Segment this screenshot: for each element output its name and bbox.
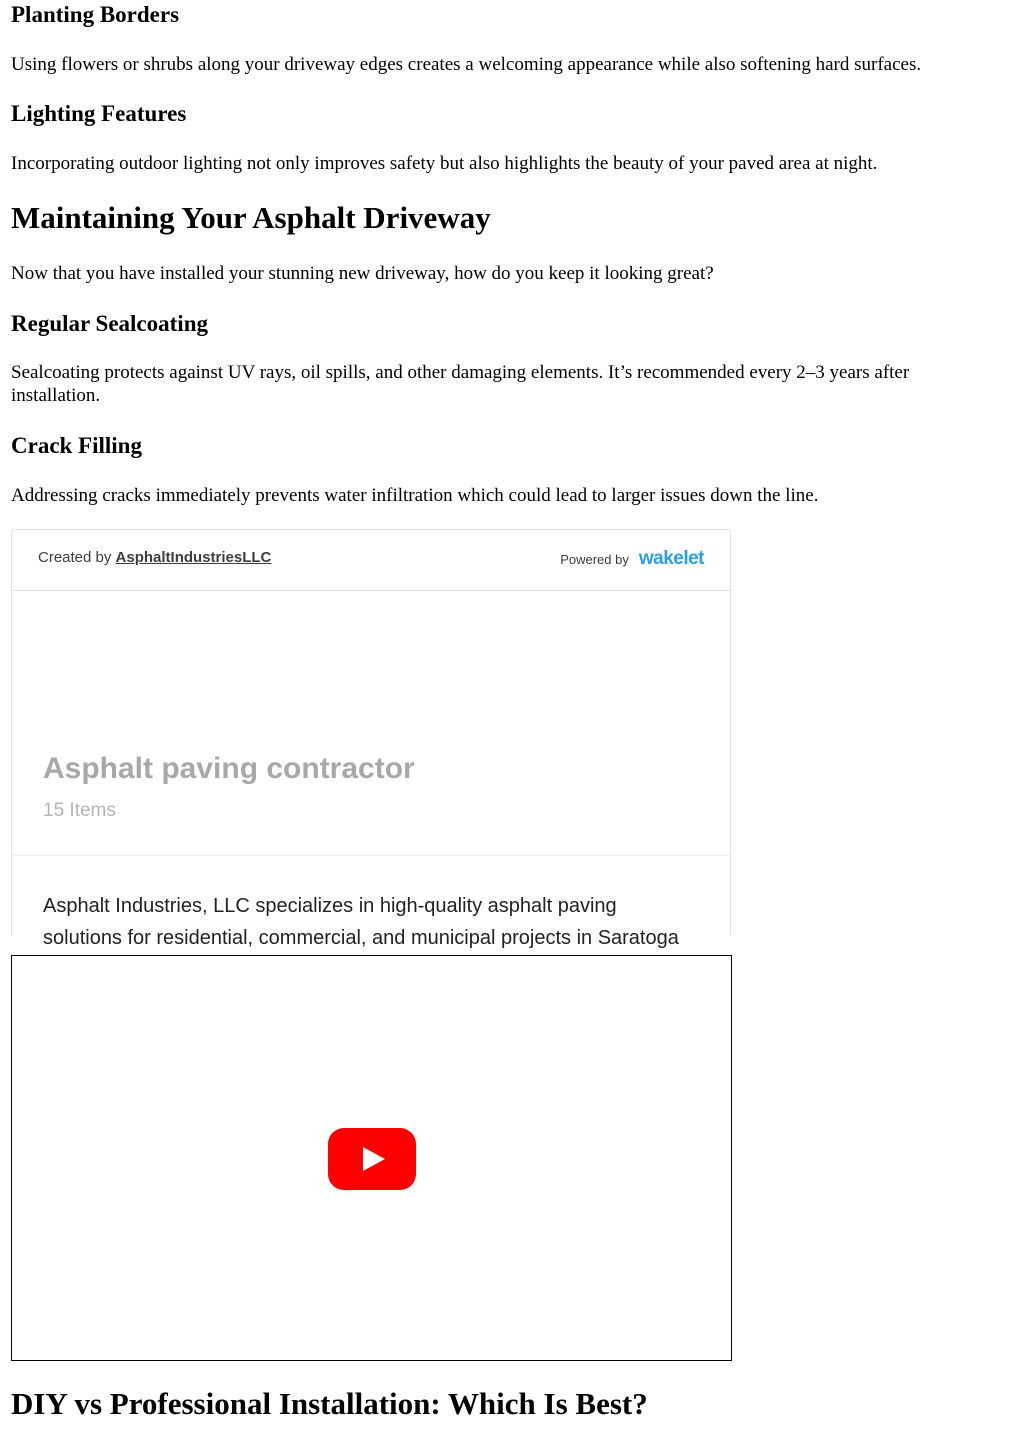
heading-lighting-features: Lighting Features <box>11 101 187 126</box>
collection-description: Asphalt Industries, LLC specializes in high-quality asphalt paving solutions for residential, commercial, and municipal projects in Saratoga <box>43 895 679 949</box>
collection-title[interactable]: Asphalt paving contractor <box>43 752 415 785</box>
creator-link[interactable]: AsphaltIndustriesLLC <box>115 549 272 566</box>
heading-maintaining-driveway: Maintaining Your Asphalt Driveway <box>11 200 491 235</box>
paragraph-lighting-features: Incorporating outdoor lighting not only improves safety but also highlights the beauty of your paved area at night. <box>11 153 878 174</box>
youtube-play-icon <box>328 1128 416 1190</box>
wakelet-header <box>12 530 730 591</box>
paragraph-planting-borders: Using flowers or shrubs along your driveway edges creates a welcoming appearance while also softening hard surfaces. <box>11 54 922 75</box>
youtube-video-embed[interactable] <box>11 955 732 1361</box>
paragraph-crack-filling: Addressing cracks immediately prevents water infiltration which could lead to larger issues down the line. <box>11 485 819 506</box>
created-by-label: Created by <box>38 549 112 566</box>
collection-item-count: 15 Items <box>43 800 116 821</box>
powered-by-label: Powered by <box>560 551 629 567</box>
paragraph-maintaining-driveway: Now that you have installed your stunning new driveway, how do you keep it looking great? <box>11 263 714 284</box>
heading-diy-vs-professional: DIY vs Professional Installation: Which Is Best? <box>11 1386 648 1421</box>
heading-planting-borders: Planting Borders <box>11 2 180 27</box>
wakelet-logo[interactable]: wakelet <box>638 548 704 569</box>
paragraph-regular-sealcoating: Sealcoating protects against UV rays, oil spills, and other damaging elements. It’s recommended every 2–3 years after installation. <box>11 362 910 406</box>
wakelet-powered-by[interactable] <box>560 548 704 570</box>
youtube-play-button[interactable] <box>328 1128 416 1190</box>
heading-regular-sealcoating: Regular Sealcoating <box>11 311 208 336</box>
wakelet-created-by <box>38 549 271 566</box>
collection-divider <box>12 855 730 856</box>
wakelet-embed[interactable] <box>11 529 731 949</box>
heading-crack-filling: Crack Filling <box>11 433 142 458</box>
